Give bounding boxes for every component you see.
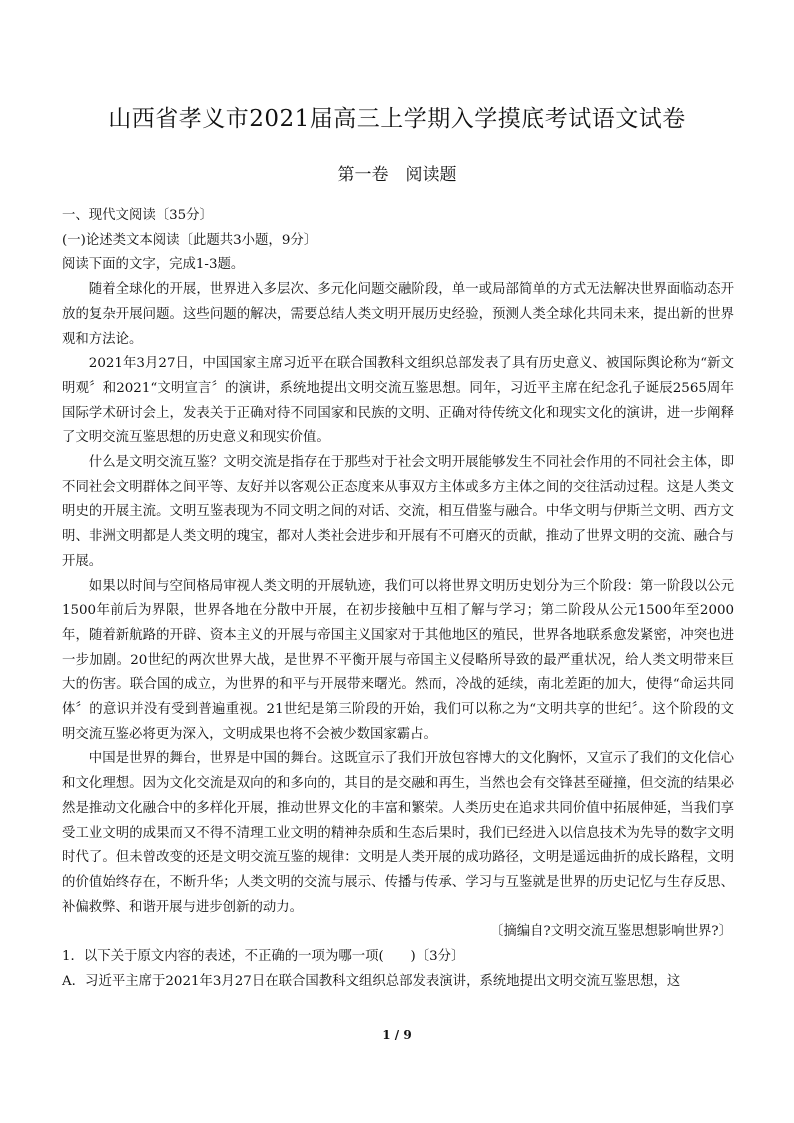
page-number: 1 / 9 [382,1028,412,1042]
section-subtitle: 第一卷 阅读题 [337,165,457,185]
paragraph: 什么是文明交流互鉴？文明交流是指存在于那些对于社会文明开展能够发生不同社会作用的不同社会主体，即不同社会文明群体之间平等、友好并以客观公正态度来从事双方主体或多方主体之间的交往活动过程。这是人类文明史的开展主流。文明互鉴表现为不同文明之间的对话、交流，相互借鉴与融合。中华文明与伊斯兰文明、西方文明、非洲文明都是人类文明的瑰宝，都对人类社会进步和开展有不可磨灭的贡献，推动了世界文明的交流、融合与开展。 [62,455,734,569]
paragraph: 2021年3月27日，中国国家主席习近平在联合国教科文组织总部发表了具有历史意义、被国际舆论称为“新文明观〞和2021“文明宣言〞的演讲，系统地提出文明交流互鉴思想。同年，习近平主席在纪念孔子诞辰2565周年国际学术研讨会上，发表关于正确对待不同国家和民族的文明、正确对待传统文化和现实文化的演讲，进一步阐释了文明交流互鉴思想的历史意义和现实价值。 [62,356,734,446]
question-1-option-a: A．习近平主席于2021年3月27日在联合国教科文组织总部发表演讲，系统地提出文明交流互鉴思想，这 [62,973,681,989]
paragraph: 如果以时间与空间格局审视人类文明的开展轨迹，我们可以将世界文明历史划分为三个阶段：第一阶段以公元1500年前后为界限，世界各地在分散中开展，在初步接触中互相了解与学习；第二阶段从公元1500年至2000年，随着新航路的开辟、资本主义的开展与帝国主义国家对于其他地区的殖民，世界各地联系愈发紧密，冲突也进一步加剧。20世纪的两次世界大战，是世界不平衡开展与帝国主义侵略所导致的最严重状况，给人类文明带来巨大的伤害。联合国的成立，为世界的和平与开展带来曙光。然而，冷战的延续，南北差距的加大，使得“命运共同体〞的意识并没有受到普遍重视。21世纪是第三阶段的开始，我们可以称之为“文明共享的世纪〞。这个阶段的文明交流互鉴必将更为深入，文明成果也将不会被少数国家霸占。 [62,578,734,742]
paragraph: 随着全球化的开展，世界进入多层次、多元化问题交融阶段，单一或局部简单的方式无法解决世界面临动态开放的复杂开展问题。这些问题的解决，需要总结人类文明开展历史经验，预测人类全球化共同未来，提出新的世界观和方法论。 [62,282,734,347]
subsection-header: (一)论述类文本阅读〔此题共3小题，9分〕 [62,232,318,248]
section-header: 一、现代文阅读〔35分〕 [62,208,213,223]
source-citation: 〔摘编自?文明交流互鉴思想影响世界?〕 [490,924,732,940]
reading-instructions: 阅读下面的文字，完成1-3题。 [62,257,245,273]
page-title: 山西省孝义市2021届高三上学期入学摸底考试语文试卷 [108,106,686,132]
question-1: 1．以下关于原文内容的表述，不正确的一项为哪一项( )〔3分〕 [62,949,465,965]
paragraph: 中国是世界的舞台，世界是中国的舞台。这既宣示了我们开放包容博大的文化胸怀，又宣示了我们的文化信心和文化理想。因为文化交流是双向的和多向的，其目的是交融和再生，当然也会有交锋甚至碰撞，但交流的结果必然是推动文化融合中的多样化开展，推动世界文化的丰富和繁荣。人类历史在追求共同价值中拓展伸延，当我们享受工业文明的成果而又不得不清理工业文明的精神杂质和生态后果时，我们已经进入以信息技术为先导的数字文明时代了。但未曾改变的还是文明交流互鉴的规律：文明是人类开展的成功路径，文明是遥远曲折的成长路程，文明的价值始终存在，不断升华；人类文明的交流与展示、传播与传承、学习与互鉴就是世界的历史记忆与生存反思、补偏救弊、和谐开展与进步创新的动力。 [62,751,734,915]
document-body [62,204,734,995]
